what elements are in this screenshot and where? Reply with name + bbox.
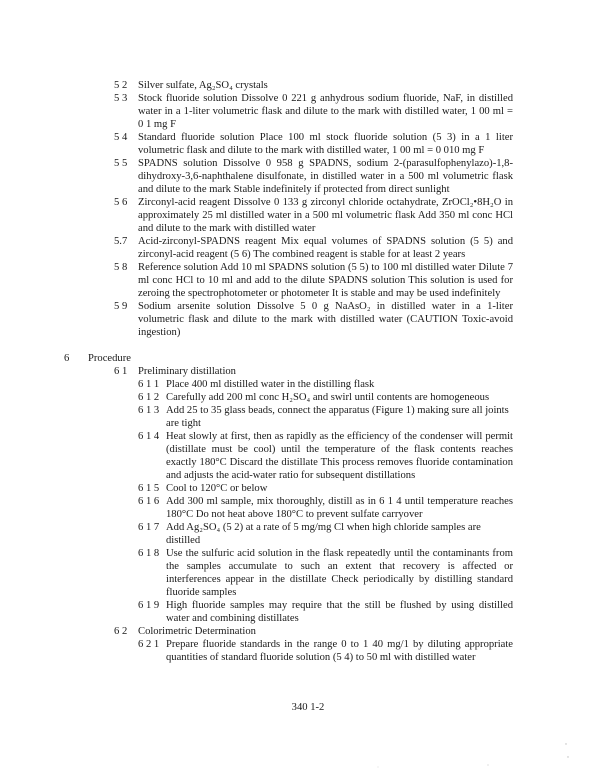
item-text: Standard fluoride solution Place 100 ml stock fluoride solution (5 3) in a 1 liter volumetric flask and dilute to the mark with distilled water, 1 00 ml = 0 010 mg F — [138, 132, 513, 156]
step-number: 6 1 4 — [138, 431, 160, 442]
reagent-item — [0, 92, 616, 131]
step-text: Heat slowly at first, then as rapidly as the efficiency of the condenser will permit (distillate must be cool) until the temperature of the flask contents reaches exactly 180°C Discard the distillate This process removes fluoride contamination and adjusts the acid-water ratio for subsequent distillations — [166, 431, 513, 481]
procedure-step — [0, 521, 616, 547]
subsection-number: 6 1 — [114, 366, 128, 377]
step-number: 6 1 1 — [138, 379, 160, 390]
section-title: Procedure — [88, 353, 131, 364]
step-number: 6 2 1 — [138, 639, 160, 650]
subsection-title: Preliminary distillation — [138, 366, 236, 377]
reagent-item — [0, 235, 616, 261]
item-text: Sodium arsenite solution Dissolve 5 0 g NaAsO₂ in distilled water in a 1-liter volumetric flask and dilute to the mark with distilled water (CAUTION Toxic-avoid ingestion) — [138, 301, 513, 338]
procedure-section — [0, 352, 616, 664]
procedure-step — [0, 404, 616, 430]
step-number: 6 1 5 — [138, 483, 160, 494]
procedure-step — [0, 547, 616, 599]
step-text: High fluoride samples may require that the still be flushed by using distilled water and combining distillates — [166, 600, 513, 624]
step-text: Add Ag₂SO₄ (5 2) at a rate of 5 mg/mg Cl when high chloride samples are distilled — [166, 522, 481, 546]
procedure-step — [0, 638, 616, 664]
scan-speck — [567, 756, 568, 757]
scan-speck — [565, 743, 566, 744]
step-number: 6 1 8 — [138, 548, 160, 559]
scan-speck — [378, 767, 379, 768]
item-number: 5 9 — [114, 301, 128, 312]
reagent-item — [0, 261, 616, 300]
step-text: Cool to 120°C or below — [166, 483, 268, 494]
item-text: Silver sulfate, Ag₂SO₄ crystals — [138, 80, 268, 91]
step-text: Add 25 to 35 glass beads, connect the apparatus (Figure 1) making sure all joints are tight — [166, 405, 509, 429]
page-number: 340 1-2 — [291, 702, 325, 713]
item-number: 5 4 — [114, 132, 128, 143]
item-number: 5 5 — [114, 158, 128, 169]
subsection-number: 6 2 — [114, 626, 128, 637]
item-number: 5 8 — [114, 262, 128, 273]
procedure-step — [0, 430, 616, 482]
section-heading — [0, 352, 616, 365]
reagent-item — [0, 157, 616, 196]
reagent-item — [0, 300, 616, 339]
step-number: 6 1 3 — [138, 405, 160, 416]
item-text: Zirconyl-acid reagent Dissolve 0 133 g zirconyl chloride octahydrate, ZrOCl₂•8H₂O in approximately 25 ml distilled water in a 500 ml volumetric flask Add 350 ml conc HCl and dilute to the mark with distilled water — [138, 197, 513, 234]
procedure-step — [0, 495, 616, 521]
step-text: Prepare fluoride standards in the range 0 to 1 40 mg/1 by diluting appropriate quantities of standard fluoride solution (5 4) to 50 ml with distilled water — [166, 639, 513, 663]
item-text: Reference solution Add 10 ml SPADNS solution (5 5) to 100 ml distilled water Dilute 7 ml conc HCl to 10 ml and add to the dilute SPADNS solution This solution is used for zeroing the spectrophotometer or photometer It is stable and may be used indefinitely — [138, 262, 513, 299]
subsection-heading — [0, 625, 616, 638]
procedure-step — [0, 482, 616, 495]
procedure-step — [0, 391, 616, 404]
procedure-step — [0, 378, 616, 391]
subsection-title: Colorimetric Determination — [138, 626, 256, 637]
item-number: 5 2 — [114, 80, 128, 91]
reagent-item — [0, 79, 616, 92]
item-number: 5.7 — [114, 236, 128, 247]
item-number: 5 3 — [114, 93, 128, 104]
step-number: 6 1 6 — [138, 496, 160, 507]
section-number: 6 — [64, 353, 70, 364]
item-text: Acid-zirconyl-SPADNS reagent Mix equal volumes of SPADNS solution (5 5) and zirconyl-acid reagent (5 6) The combined reagent is stable for at least 2 years — [138, 236, 513, 260]
step-text: Place 400 ml distilled water in the distilling flask — [166, 379, 375, 390]
step-number: 6 1 7 — [138, 522, 160, 533]
scan-speck — [487, 764, 488, 765]
reagents-section — [0, 79, 616, 339]
step-text: Add 300 ml sample, mix thoroughly, distill as in 6 1 4 until temperature reaches 180°C Do not heat above 180°C to prevent sulfate carryover — [166, 496, 513, 520]
item-number: 5 6 — [114, 197, 128, 208]
subsection-heading — [0, 365, 616, 378]
procedure-step — [0, 599, 616, 625]
reagent-item — [0, 131, 616, 157]
item-text: SPADNS solution Dissolve 0 958 g SPADNS, sodium 2-(parasulfophenylazo)-1,8-dihydroxy-3,6-naphthalene disulfonate, in distilled water in a 500 ml volumetric flask and dilute to the mark Stable indefinitely if protected from direct sunlight — [138, 158, 513, 195]
reagent-item — [0, 196, 616, 235]
step-text: Use the sulfuric acid solution in the flask repeatedly until the contaminants from the samples accumulate to such an extent that recovery is affected or interferences appear in the distillate Check periodically by distilling standard fluoride samples — [166, 548, 513, 598]
item-text: Stock fluoride solution Dissolve 0 221 g anhydrous sodium fluoride, NaF, in distilled water in a 1-liter volumetric flask and dilute to the mark with distilled water, 1 00 ml = 0 1 mg F — [138, 93, 513, 130]
step-number: 6 1 9 — [138, 600, 160, 611]
step-number: 6 1 2 — [138, 392, 160, 403]
step-text: Carefully add 200 ml conc H₂SO₄ and swirl until contents are homogeneous — [166, 392, 490, 403]
